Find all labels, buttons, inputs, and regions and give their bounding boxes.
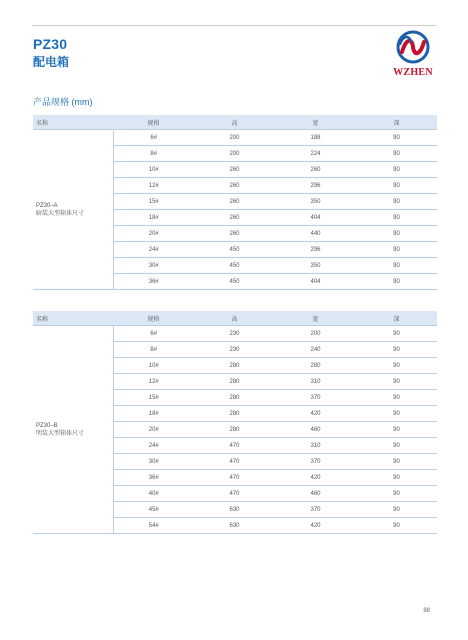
cell-depth: 90 (356, 454, 437, 470)
cell-depth: 90 (356, 342, 437, 358)
product-code: PZ30 (33, 36, 68, 52)
cell-width: 188 (275, 130, 356, 146)
cell-spec: 12# (113, 374, 194, 390)
cell-width: 200 (275, 326, 356, 342)
cell-width: 310 (275, 438, 356, 454)
cell-depth: 90 (356, 162, 437, 178)
header-height: 高 (194, 311, 275, 326)
header-depth: 深 (356, 311, 437, 326)
table-body (33, 326, 437, 534)
cell-spec: 6# (113, 326, 194, 342)
header-width: 宽 (275, 311, 356, 326)
cell-depth: 90 (356, 374, 437, 390)
cell-width: 420 (275, 470, 356, 486)
cell-height: 450 (194, 274, 275, 290)
cell-spec: 24# (113, 242, 194, 258)
table-header-row (33, 311, 437, 326)
cell-depth: 90 (356, 502, 437, 518)
cell-height: 280 (194, 390, 275, 406)
cell-spec: 20# (113, 422, 194, 438)
cell-height: 630 (194, 518, 275, 534)
cell-width: 460 (275, 422, 356, 438)
table-header-row (33, 115, 437, 130)
cell-spec: 24# (113, 438, 194, 454)
product-model-cell (33, 326, 113, 534)
spec-table-b (33, 311, 437, 534)
section-title: 产品规格 (mm) (33, 97, 93, 107)
cell-width: 310 (275, 374, 356, 390)
cell-depth: 90 (356, 358, 437, 374)
cell-spec: 15# (113, 194, 194, 210)
brand-logo-mark (388, 30, 438, 64)
cell-spec: 18# (113, 406, 194, 422)
header-width: 宽 (275, 115, 356, 130)
cell-width: 260 (275, 162, 356, 178)
brand-logo-text: WZHEN (393, 67, 433, 78)
cell-width: 404 (275, 274, 356, 290)
cell-spec: 8# (113, 342, 194, 358)
model-description: 明装大型箱体尺寸 (36, 430, 85, 437)
cell-height: 450 (194, 242, 275, 258)
cell-depth: 90 (356, 486, 437, 502)
cell-height: 470 (194, 438, 275, 454)
cell-depth: 90 (356, 258, 437, 274)
cell-width: 440 (275, 226, 356, 242)
cell-width: 404 (275, 210, 356, 226)
cell-spec: 10# (113, 162, 194, 178)
cell-width: 370 (275, 390, 356, 406)
cell-height: 260 (194, 162, 275, 178)
cell-spec: 30# (113, 454, 194, 470)
cell-width: 296 (275, 242, 356, 258)
cell-height: 280 (194, 358, 275, 374)
cell-height: 260 (194, 226, 275, 242)
cell-spec: 30# (113, 258, 194, 274)
cell-height: 470 (194, 470, 275, 486)
cell-height: 260 (194, 210, 275, 226)
header-depth: 深 (356, 115, 437, 130)
header-spec: 规格 (113, 311, 194, 326)
cell-depth: 90 (356, 274, 437, 290)
cell-height: 260 (194, 178, 275, 194)
top-rule (32, 25, 436, 26)
cell-spec: 12# (113, 178, 194, 194)
page-number: 88 (423, 608, 430, 614)
header-name: 名称 (33, 311, 113, 326)
cell-depth: 90 (356, 438, 437, 454)
cell-width: 420 (275, 518, 356, 534)
cell-spec: 36# (113, 470, 194, 486)
cell-depth: 90 (356, 422, 437, 438)
cell-width: 280 (275, 358, 356, 374)
cell-depth: 90 (356, 226, 437, 242)
cell-height: 470 (194, 454, 275, 470)
cell-spec: 8# (113, 146, 194, 162)
spec-table-a (33, 115, 437, 290)
cell-width: 370 (275, 502, 356, 518)
cell-depth: 90 (356, 518, 437, 534)
cell-width: 296 (275, 178, 356, 194)
cell-depth: 90 (356, 406, 437, 422)
cell-width: 350 (275, 258, 356, 274)
cell-spec: 40# (113, 486, 194, 502)
model-code: PZ30–B (36, 422, 58, 429)
cell-depth: 90 (356, 326, 437, 342)
cell-height: 230 (194, 326, 275, 342)
model-code: PZ30–A (36, 202, 58, 209)
header-spec: 规格 (113, 115, 194, 130)
cell-height: 260 (194, 194, 275, 210)
cell-spec: 10# (113, 358, 194, 374)
cell-width: 460 (275, 486, 356, 502)
cell-height: 200 (194, 130, 275, 146)
cell-depth: 90 (356, 146, 437, 162)
cell-height: 470 (194, 486, 275, 502)
cell-width: 420 (275, 406, 356, 422)
model-description: 暗装大型箱体尺寸 (36, 210, 85, 217)
cell-depth: 90 (356, 242, 437, 258)
cell-depth: 90 (356, 194, 437, 210)
cell-depth: 90 (356, 470, 437, 486)
cell-width: 240 (275, 342, 356, 358)
cell-spec: 45# (113, 502, 194, 518)
brand-logo (388, 30, 438, 78)
cell-spec: 15# (113, 390, 194, 406)
cell-spec: 54# (113, 518, 194, 534)
table-row (33, 326, 437, 342)
cell-width: 224 (275, 146, 356, 162)
cell-height: 230 (194, 342, 275, 358)
cell-width: 370 (275, 454, 356, 470)
table-body (33, 130, 437, 290)
cell-height: 450 (194, 258, 275, 274)
product-name: 配电箱 (33, 55, 70, 69)
cell-width: 350 (275, 194, 356, 210)
header-height: 高 (194, 115, 275, 130)
table-row (33, 130, 437, 146)
cell-spec: 36# (113, 274, 194, 290)
cell-height: 280 (194, 374, 275, 390)
cell-depth: 90 (356, 178, 437, 194)
cell-spec: 18# (113, 210, 194, 226)
cell-height: 200 (194, 146, 275, 162)
cell-height: 280 (194, 422, 275, 438)
cell-depth: 90 (356, 210, 437, 226)
cell-depth: 90 (356, 130, 437, 146)
cell-spec: 20# (113, 226, 194, 242)
cell-depth: 90 (356, 390, 437, 406)
cell-spec: 6# (113, 130, 194, 146)
cell-height: 630 (194, 502, 275, 518)
product-model-cell (33, 130, 113, 290)
header-name: 名称 (33, 115, 113, 130)
cell-height: 280 (194, 406, 275, 422)
